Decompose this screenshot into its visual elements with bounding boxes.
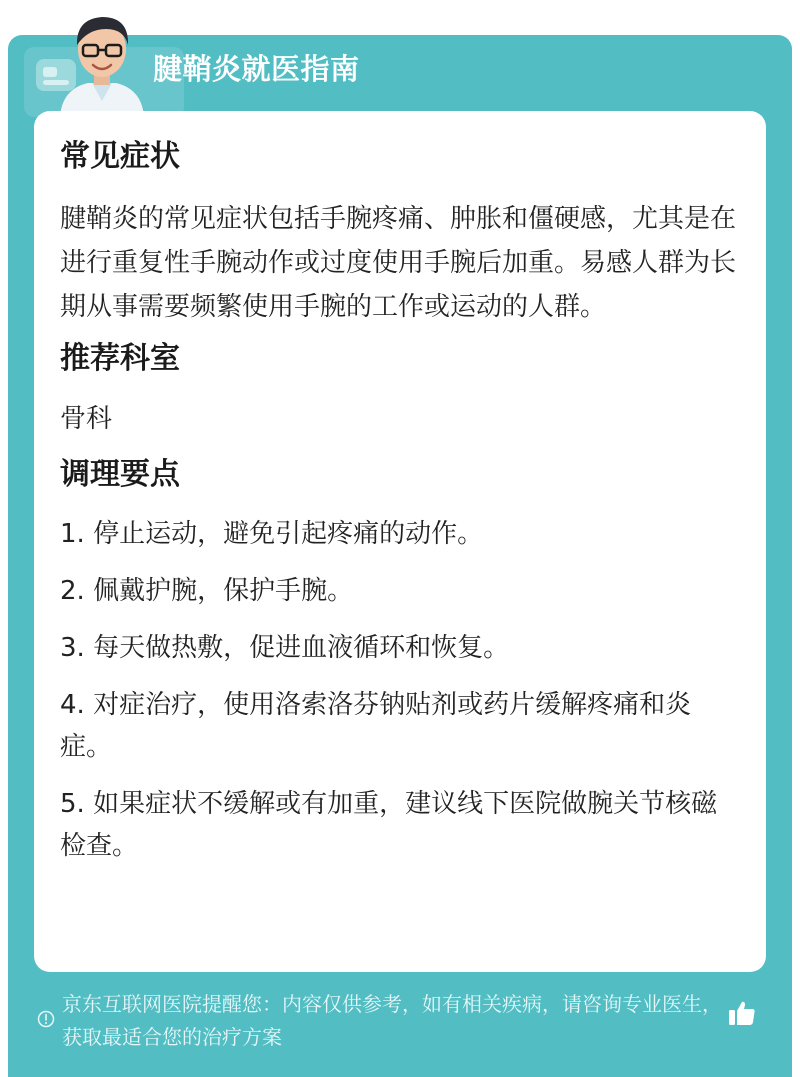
page-title: 腱鞘炎就医指南 <box>153 52 360 86</box>
info-icon <box>37 1010 55 1028</box>
department-text: 骨科 <box>60 404 113 434</box>
thumbs-up-icon[interactable] <box>726 997 758 1029</box>
symptoms-text: 腱鞘炎的常见症状包括手腕疼痛、肿胀和僵硬感，尤其是在进行重复性手腕动作或过度使用手腕后加重。易感人群为长期从事需要频繁使用手腕的工作或运动的人群。 <box>60 204 737 322</box>
content-card <box>34 111 766 972</box>
disclaimer-text: 京东互联网医院提醒您：内容仅供参考，如有相关疾病，请咨询专业医生，获取最适合您的治疗方案 <box>62 992 722 1049</box>
guide-frame <box>8 35 792 1077</box>
care-title: 调理要点 <box>60 457 180 492</box>
care-item: 4. 对症治疗，使用洛索洛芬钠贴剂或药片缓解疼痛和炎症。 <box>60 690 692 762</box>
care-item: 1. 停止运动，避免引起疼痛的动作。 <box>60 519 484 549</box>
symptoms-title: 常见症状 <box>60 139 180 174</box>
footer <box>8 985 792 1065</box>
care-item: 3. 每天做热敷，促进血液循环和恢复。 <box>60 633 510 663</box>
care-item: 2. 佩戴护腕，保护手腕。 <box>60 576 354 606</box>
care-item: 5. 如果症状不缓解或有加重，建议线下医院做腕关节核磁检查。 <box>60 789 718 861</box>
department-title: 推荐科室 <box>60 341 180 376</box>
doctor-avatar <box>52 5 152 117</box>
